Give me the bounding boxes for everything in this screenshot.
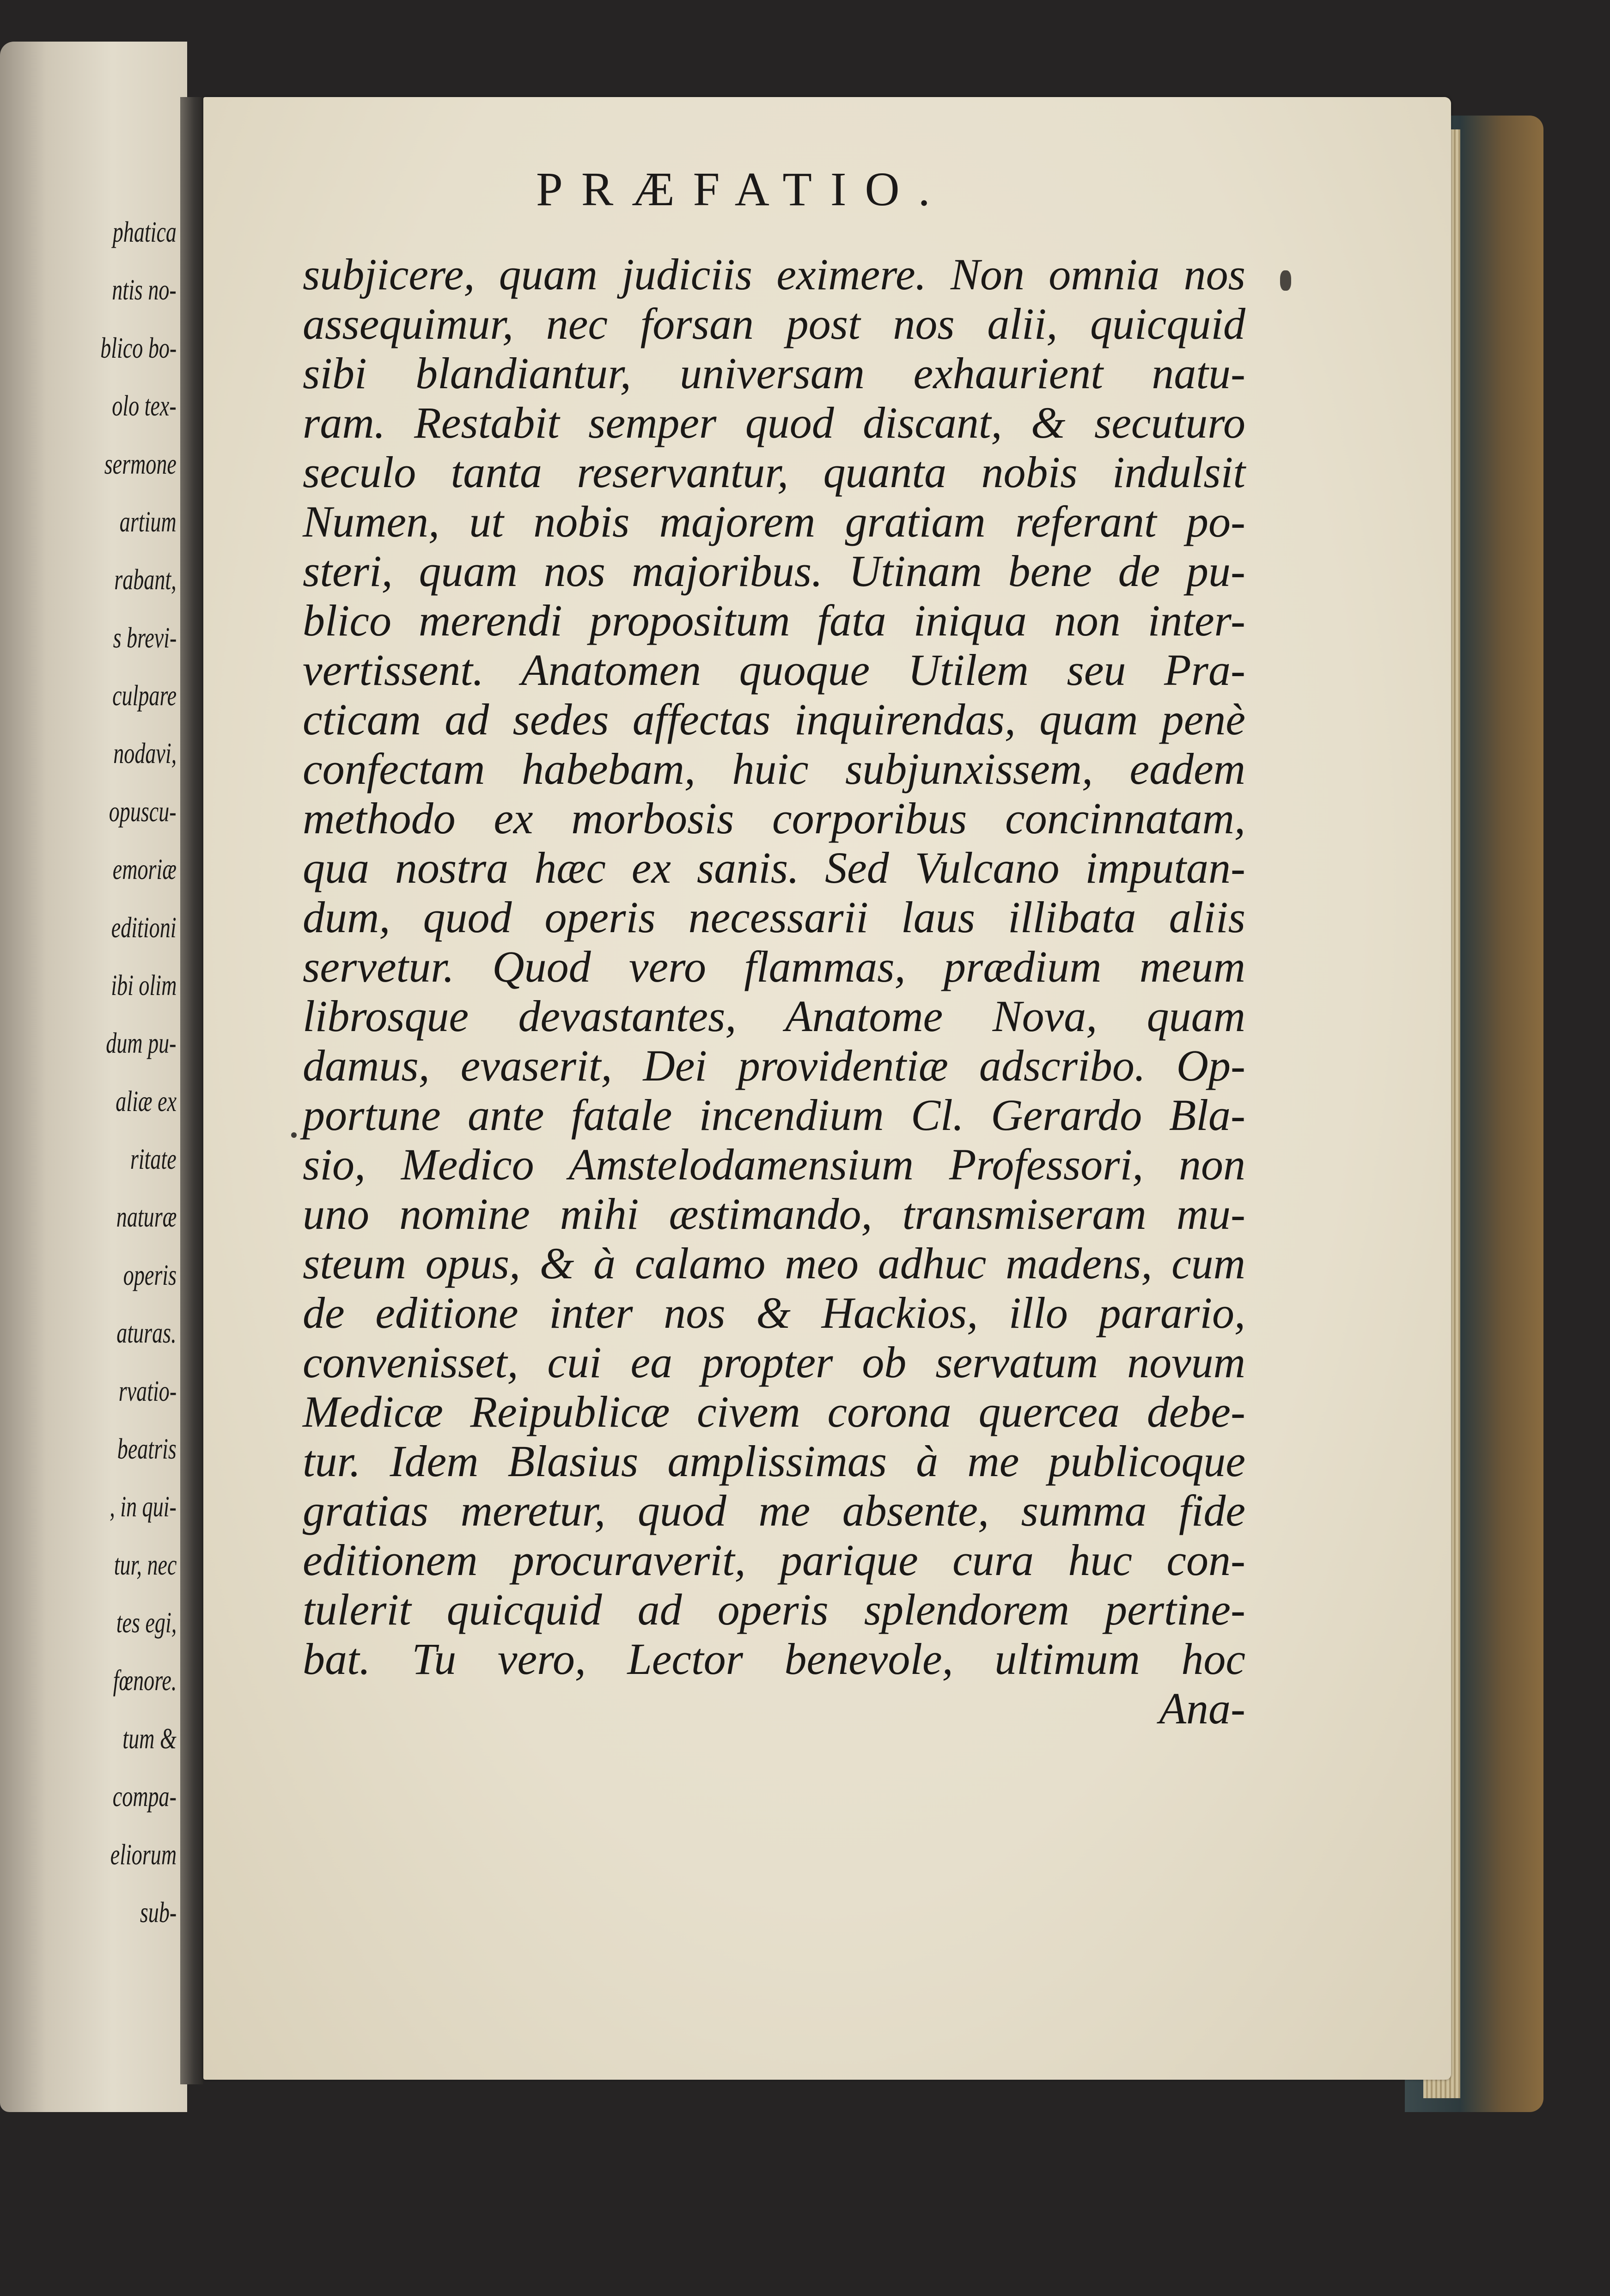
facing-line: rabant, [114, 563, 177, 596]
facing-page-text [0, 217, 180, 1927]
text-line: Numen, ut nobis majorem gratiam referant po- [303, 497, 1245, 546]
text-line: sio, Medico Amstelodamensium Professori, non [303, 1140, 1245, 1189]
facing-line: tur, nec [114, 1548, 177, 1581]
text-line: assequimur, nec forsan post nos alii, quicquid [303, 299, 1245, 348]
text-line: bat. Tu vero, Lector benevole, ultimum hoc [303, 1634, 1245, 1684]
text-line: steum opus, & à calamo meo adhuc madens, cum [303, 1239, 1245, 1288]
book-gutter [180, 97, 203, 2084]
text-line: methodo ex morbosis corporibus concinnatam, [303, 794, 1245, 843]
facing-line: s brevi- [113, 621, 177, 654]
text-line: damus, evaserit, Dei providentiæ adscribo. Op- [303, 1041, 1245, 1090]
facing-line: ntis no- [112, 273, 177, 306]
text-line: convenisset, cui ea propter ob servatum novum [303, 1337, 1245, 1387]
facing-line: olo tex- [112, 389, 177, 422]
facing-line: rvatio- [118, 1374, 177, 1407]
text-line: subjicere, quam judiciis eximere. Non omnia nos [303, 250, 1245, 299]
text-line: tulerit quicquid ad operis splendorem pertine- [303, 1585, 1245, 1634]
facing-line: eliorum [110, 1838, 177, 1871]
facing-line: , in qui- [110, 1490, 177, 1523]
text-line: qua nostra hæc ex sanis. Sed Vulcano imputan- [303, 843, 1245, 892]
text-line: blico merendi propositum fata iniqua non inter- [303, 596, 1245, 645]
text-line: gratias meretur, quod me absente, summa fide [303, 1486, 1245, 1535]
facing-line: fœnore. [113, 1664, 177, 1697]
facing-line: naturæ [116, 1200, 177, 1233]
facing-line: ritate [130, 1142, 177, 1175]
text-line: sibi blandiantur, universam exhaurient natu- [303, 348, 1245, 398]
text-line: vertissent. Anatomen quoque Utilem seu Pra- [303, 645, 1245, 695]
ink-speck [291, 1132, 297, 1138]
facing-line: ibi olim [110, 968, 177, 1001]
facing-line: editioni [111, 910, 177, 944]
text-line: dum, quod operis necessarii laus illibata aliis [303, 892, 1245, 942]
facing-line: artium [120, 505, 177, 538]
text-line: uno nomine mihi æstimando, transmiseram mu- [303, 1189, 1245, 1239]
facing-page-fragment [0, 42, 187, 2112]
text-line: librosque devastantes, Anatome Nova, quam [303, 991, 1245, 1041]
text-line: portune ante fatale incendium Cl. Gerardo Bla- [303, 1090, 1245, 1140]
facing-line: operis [123, 1258, 177, 1291]
facing-line: blico bo- [100, 331, 177, 364]
facing-line: sub- [140, 1895, 177, 1929]
text-line: editionem procuraverit, parique cura huc con- [303, 1535, 1245, 1585]
text-line: seculo tanta reservantur, quanta nobis indulsit [303, 447, 1245, 497]
facing-line: nodavi, [113, 737, 177, 770]
text-line: tur. Idem Blasius amplissimas à me publicoque [303, 1436, 1245, 1486]
ink-blot [1280, 270, 1291, 291]
facing-line: compa- [112, 1780, 177, 1813]
body-text [303, 250, 1245, 1733]
facing-line: phatica [112, 215, 177, 248]
catchword: Ana- [1159, 1684, 1245, 1733]
running-head: PRÆFATIO. [536, 163, 949, 216]
facing-line: tum & [122, 1722, 177, 1755]
facing-line: sermone [104, 447, 177, 480]
facing-line: beatris [117, 1432, 177, 1465]
text-line: servetur. Quod vero flammas, prædium meum [303, 942, 1245, 991]
text-line: de editione inter nos & Hackios, illo parario, [303, 1288, 1245, 1337]
text-line: Medicæ Reipublicæ civem corona quercea debe- [303, 1387, 1245, 1436]
text-line: ram. Restabit semper quod discant, & secuturo [303, 398, 1245, 447]
facing-line: dum pu- [106, 1026, 177, 1060]
facing-line: emoriæ [112, 853, 177, 886]
facing-line: aliæ ex [116, 1084, 177, 1117]
facing-line: aturas. [116, 1316, 177, 1350]
text-line: confectam habebam, huic subjunxissem, eadem [303, 744, 1245, 794]
book-page [203, 97, 1451, 2080]
facing-line: culpare [112, 679, 177, 712]
facing-line: opuscu- [109, 794, 177, 828]
text-line: steri, quam nos majoribus. Utinam bene de pu- [303, 546, 1245, 596]
facing-line: tes egi, [116, 1606, 177, 1639]
text-line: cticam ad sedes affectas inquirendas, quam penè [303, 695, 1245, 744]
